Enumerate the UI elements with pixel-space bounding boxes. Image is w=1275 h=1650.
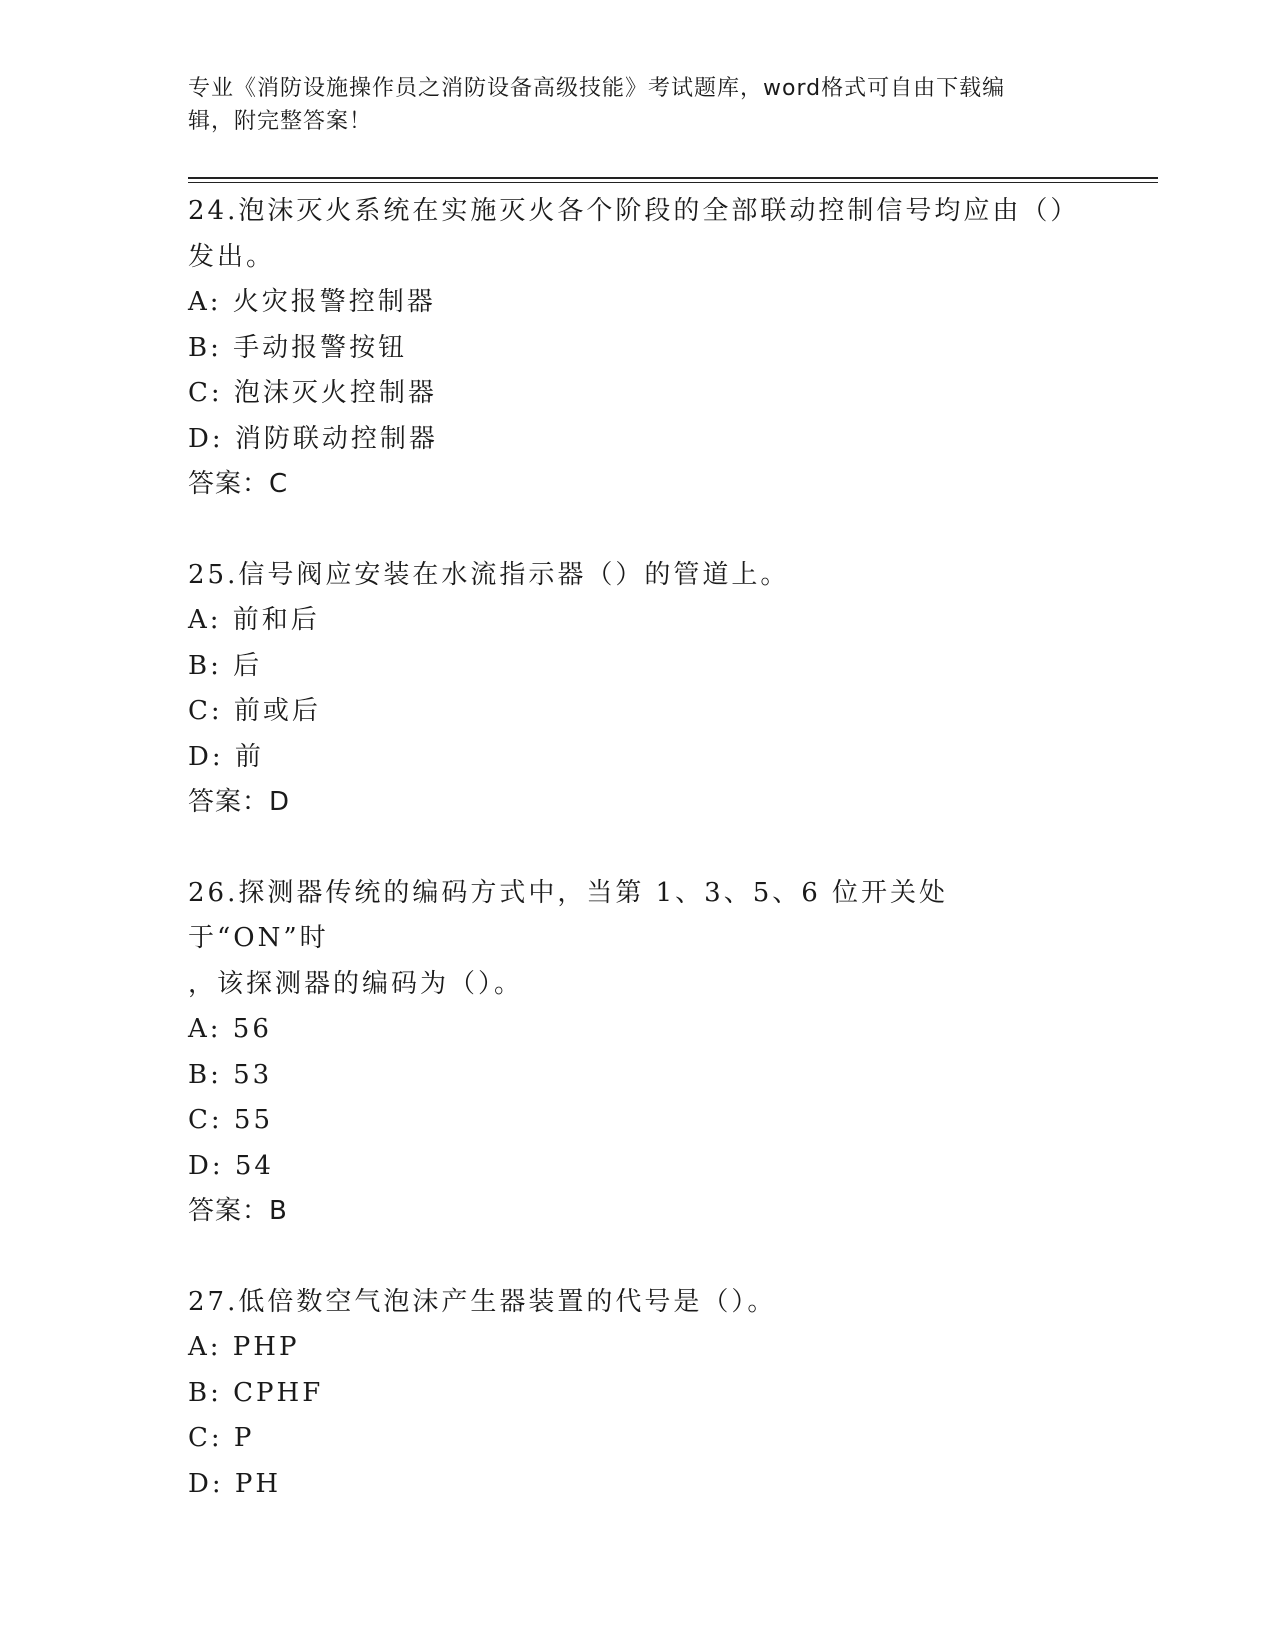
option-d: D: 消防联动控制器 (188, 423, 438, 454)
answer: 答案：C (188, 469, 289, 499)
answer: 答案：B (188, 1196, 288, 1226)
header-divider-thin (188, 182, 1158, 183)
option-b: B: CPHF (188, 1377, 324, 1408)
option-d: D: 54 (188, 1150, 274, 1181)
option-b: B: 手动报警按钮 (188, 332, 408, 363)
header-divider-thick (188, 177, 1158, 179)
question-list (188, 189, 1088, 1552)
option-a: A: 火灾报警控制器 (188, 287, 436, 317)
option-a: A: 前和后 (188, 605, 320, 635)
question-text-line: 24.泡沫灭火系统在实施灭火各个阶段的全部联动控制信号均应由（） (188, 196, 1080, 226)
option-a: A: PHP (188, 1332, 300, 1362)
question-24 (188, 189, 1088, 508)
question-text-line: ，该探测器的编码为（）。 (188, 968, 524, 999)
header-line-1: 专业《消防设施操作员之消防设备高级技能》考试题库，word格式可自由下载编 (188, 76, 1006, 101)
option-d: D: 前 (188, 741, 264, 772)
option-c: C: 前或后 (188, 696, 321, 726)
header-line-2: 辑，附完整答案！ (188, 109, 373, 134)
answer: 答案：D (188, 787, 291, 817)
option-b: B: 后 (188, 650, 263, 681)
question-text-line: 26.探测器传统的编码方式中，当第 1、3、5、6 位开关处于“ON”时 (188, 877, 949, 953)
question-27 (188, 1280, 1088, 1508)
question-text-line: 25.信号阀应安装在水流指示器（）的管道上。 (188, 559, 790, 590)
question-text-line: 发出。 (188, 241, 276, 272)
option-c: C: 55 (188, 1105, 274, 1135)
option-c: C: 泡沫灭火控制器 (188, 378, 437, 408)
option-a: A: 56 (188, 1014, 272, 1044)
option-b: B: 53 (188, 1059, 273, 1090)
option-c: C: P (188, 1423, 255, 1453)
option-d: D: PH (188, 1468, 282, 1499)
question-26 (188, 871, 1088, 1235)
document-header (188, 72, 1088, 138)
question-text-line: 27.低倍数空气泡沫产生器装置的代号是（）。 (188, 1286, 777, 1317)
question-25 (188, 553, 1088, 826)
